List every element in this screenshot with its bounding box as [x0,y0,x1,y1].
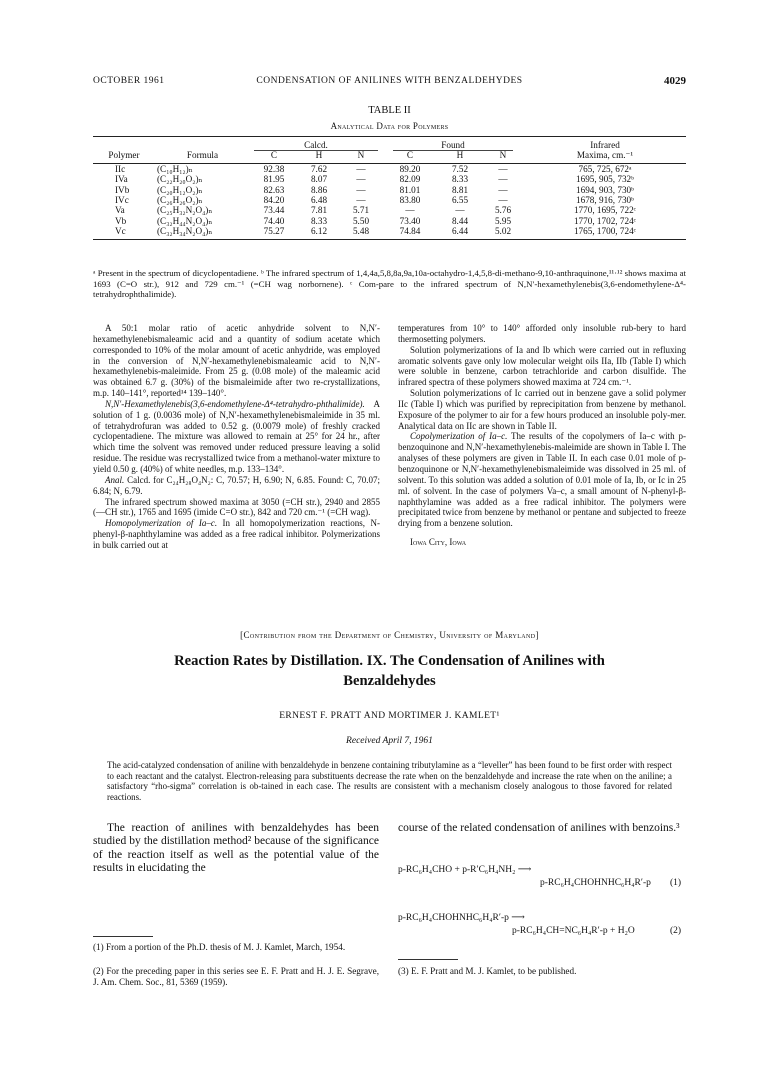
abstract: The acid-catalyzed condensation of aniline with benzaldehyde in benzene containing tributylamine as a “leveller” has been found to be first order with respect to each reactant and the catalyst. Electron-releasing para substituents decrease the rate when on the benzaldehyde and increase the rate when on the aniline; a satisfactory “rho-sigma” correlation is ob-tained in each case. The results are consistent with a mechanism closely analogous to those favored for related reactions. [107,760,672,803]
paragraph: A 50:1 molar ratio of acetic anhydride solvent to N,N′-hexamethylenebismaleamic acid and a quantity of sodium acetate which corresponded to 10% of the molar amount of acetic anhydride, was employed in the conversion of N,N′-hexamethylenebismaleamic acid to N,N′-hexamethylenebis-maleimide. From 25 g. (0.08 mole) of the maleamic acid was obtained 6.7 g. (30%) of the bismaleimide after two re-crystallizations, m.p. 140–141°, reported¹⁴ 139–140°. [93,323,380,399]
header-calcd-h: H [298,150,340,163]
table-row: IVa (C₂₂H₂₀O₂)ₙ 81.95 8.07 — 82.09 8.33 — 1695, 905, 732ᵇ [115,174,634,185]
footnote-rule [93,936,153,937]
paragraph: The infrared spectrum showed maxima at 3050 (=CH str.), 2940 and 2855 (—CH str.), 1765 and 1695 (imide C=O str.), 842 and 720 cm.⁻¹ (=CH wag). [93,496,380,518]
paragraph: Solution polymerizations of Ic carried out in benzene gave a solid polymer IIc (Table I) which was purified by reprecipitation from benzene by methanol. Exposure of the polymer to air for a few hours produced an insoluble poly-mer. Analytical data on IIc are shown in Table II. [398,388,686,431]
footnote-3: (3) E. F. Pratt and M. J. Kamlet, to be published. [398,966,577,976]
equation-2-number: (2) [670,926,682,936]
analytical-data-table [93,136,686,240]
paragraph: N,N′-Hexamethylenebis(3,6-endomethylene-Δ⁴-tetrahydro-phthalimide). A solution of 1 g. (0.0036 mole) of N,N′-hexamethylenebismaleimide in 35 ml. of tetrahydrofuran was added to 0.52 g. (0.0079 mole) of freshly cracked cyclopentadiene. The mixture was allowed to remain at 25° for 24 hr., after which time the solvent was removed under reduced pressure leaving a solid residue. The residue was recrystallized twice from a methanol-water mixture to yield 0.50 g. (40%) of white needles, m.p. 133–134°. [93,398,380,474]
table-subtitle: Analytical Data for Polymers [330,121,449,131]
header-calcd-c: C [250,150,298,163]
article-authors: ERNEST F. PRATT AND MORTIMER J. KAMLET¹ [279,711,500,721]
paragraph: Solution polymerizations of Ia and Ib which were carried out in refluxing aromatic solvents gave only low molecular weight oils IIa, IIb (Table I) which were soluble in benzene, carbon tetrachloride and carbon disulfide. The infrared spectra of these polymers showed maxima at 724 cm.⁻¹. [398,344,686,388]
equation-2-rhs: p-RC₆H₄CH=NC₆H₄R′-p + H₂O [512,926,635,936]
paragraph-heading: Homopolymerization of Ia–c. [105,518,218,529]
paragraph: Copolymerization of Ia–c. The results of the copolymers of Ia–c with p-benzoquinone and N,N′-hexamethylenebis-maleimide are shown in Table I. The analyses of these polymers are given in Table II. In each case 0.01 mole of p-benzoquinone or N,N′-hexamethylenebismaleimide was dissolved in 25 ml. of solvent. To this solution was added a solution of 0.01 mole of Ia, Ib, or Ic in 25 ml. of solvent. In the case of polymers Va–c, a small amount of N-phenyl-β-naphthylamine was added as a free radical inhibitor. The polymers were precipitated twice from benzene by methanol or pentane and subjected to freeze drying from a benzene solution. [398,431,686,529]
equation-1-lhs: p-RC₆H₄CHO + p-R′C₆H₄NH₂ ⟶ [398,865,532,875]
table-row: IIc (C₁₀H₁₂)ₙ 92.38 7.62 — 89.20 7.52 — 765, 725, 672ᵃ [115,163,632,174]
right-column-text [398,323,686,548]
article-title: Reaction Rates by Distillation. IX. The Condensation of Anilines with Benzaldehydes [174,653,605,689]
paragraph: Anal. Calcd. for C₂₄H₂₈O₄N₂: C, 70.57; H, 6.90; N, 6.85. Found: C, 70.07; 6.84; N, 6.79. [93,474,380,496]
table-title: TABLE II [368,105,411,116]
footnote-2: (2) For the preceding paper in this series see E. F. Pratt and H. J. E. Segrave, J. Am. Chem. Soc., 81, 5369 (1959). [93,966,379,987]
paragraph-heading: Copolymerization of Ia–c. [410,431,508,442]
paragraph-heading: Anal. [105,474,125,485]
header-formula: Formula [155,150,250,163]
table-row: IVc (C₂₆H₂₆O₂)ₙ 84.20 6.48 — 83.80 6.55 — 1678, 916, 730ᵇ [115,195,634,206]
equation-2-lhs: p-RC₆H₄CHOHNHC₆H₄R′-p ⟶ [398,913,525,923]
header-infrared: Infrared [524,137,686,151]
body-right: course of the related condensation of anilines with benzoins.³ [398,822,680,834]
table-row: IVb (C₂₀H₁₂O₂)ₙ 82.63 8.86 — 81.01 8.81 — 1694, 903, 730ᵇ [115,184,634,195]
header-found-n: N [482,150,524,163]
header-title: CONDENSATION OF ANILINES WITH BENZALDEHYDES [256,76,523,86]
table-row: Vb (C₃₂H₄₄N₂O₄)ₙ 74.40 8.33 5.50 73.40 8.44 5.95 1770, 1702, 724ᶜ [115,215,637,226]
equation-1-number: (1) [670,878,682,888]
header-polymer: Polymer [93,150,155,163]
table-row: Va (C₂₅H₃₂N₂O₄)ₙ 73.44 7.81 5.71 — — 5.76 1770, 1695, 722ᶜ [115,205,637,216]
header-date: OCTOBER 1961 [93,76,165,86]
equation-1-rhs: p-RC₆H₄CHOHNHC₆H₄R′-p [540,878,651,888]
paragraph: Homopolymerization of Ia–c. In all homopolymerization reactions, N-phenyl-β-naphthylamine was added as a free radical inhibitor. Polymerizations in bulk carried out at [93,518,380,550]
header-found-h: H [438,150,482,163]
contribution-line: [Contribution from the Department of Chemistry, University of Maryland] [240,630,539,640]
table-row: Vc (C₃₂H₃₄N₂O₄)ₙ 75.27 6.12 5.48 74.84 6.44 5.02 1765, 1700, 724ᶜ [93,226,686,239]
header-found: Found [393,140,513,151]
paragraph-heading: N,N′-Hexamethylenebis(3,6-endomethylene-Δ⁴-tetrahydro-phthalimide). [105,398,365,409]
footnote-rule [398,959,458,960]
page-number: 4029 [664,75,686,87]
header-calcd-n: N [340,150,382,163]
header-ir-units: Maxima, cm.⁻¹ [524,150,686,163]
header-calcd: Calcd. [254,140,378,151]
header-found-c: C [382,150,438,163]
location-line: Iowa City, Iowa [410,537,467,548]
received-date: Received April 7, 1961 [346,736,433,746]
table-footnotes: ᵃ Present in the spectrum of dicyclopentadiene. ᵇ The infrared spectrum of 1,4,4a,5,8,8a,9a,10a-octahydro-1,4,5,8-di-methano-9,10-anthraquinone,¹¹·¹² shows maxima at 1693 (C=O str.), 912 and 729 cm.⁻¹ (=CH wag norbornene). ᶜ Com-pare to the infrared spectrum of N,N′-hexamethylenebis(3,6-endomethylene-Δ⁴-tetrahydrophthalimide). [93,268,686,300]
footnote-1: (1) From a portion of the Ph.D. thesis of M. J. Kamlet, March, 1954. [93,942,346,952]
paragraph: temperatures from 10° to 140° afforded only insoluble rub-bery to hard thermosetting polymers. [398,323,686,344]
body-left: The reaction of anilines with benzaldehydes has been studied by the distillation method² because of the significance of the reaction itself as well as the potential value of the results in elucidating the [93,822,379,874]
left-column-text [93,323,380,551]
